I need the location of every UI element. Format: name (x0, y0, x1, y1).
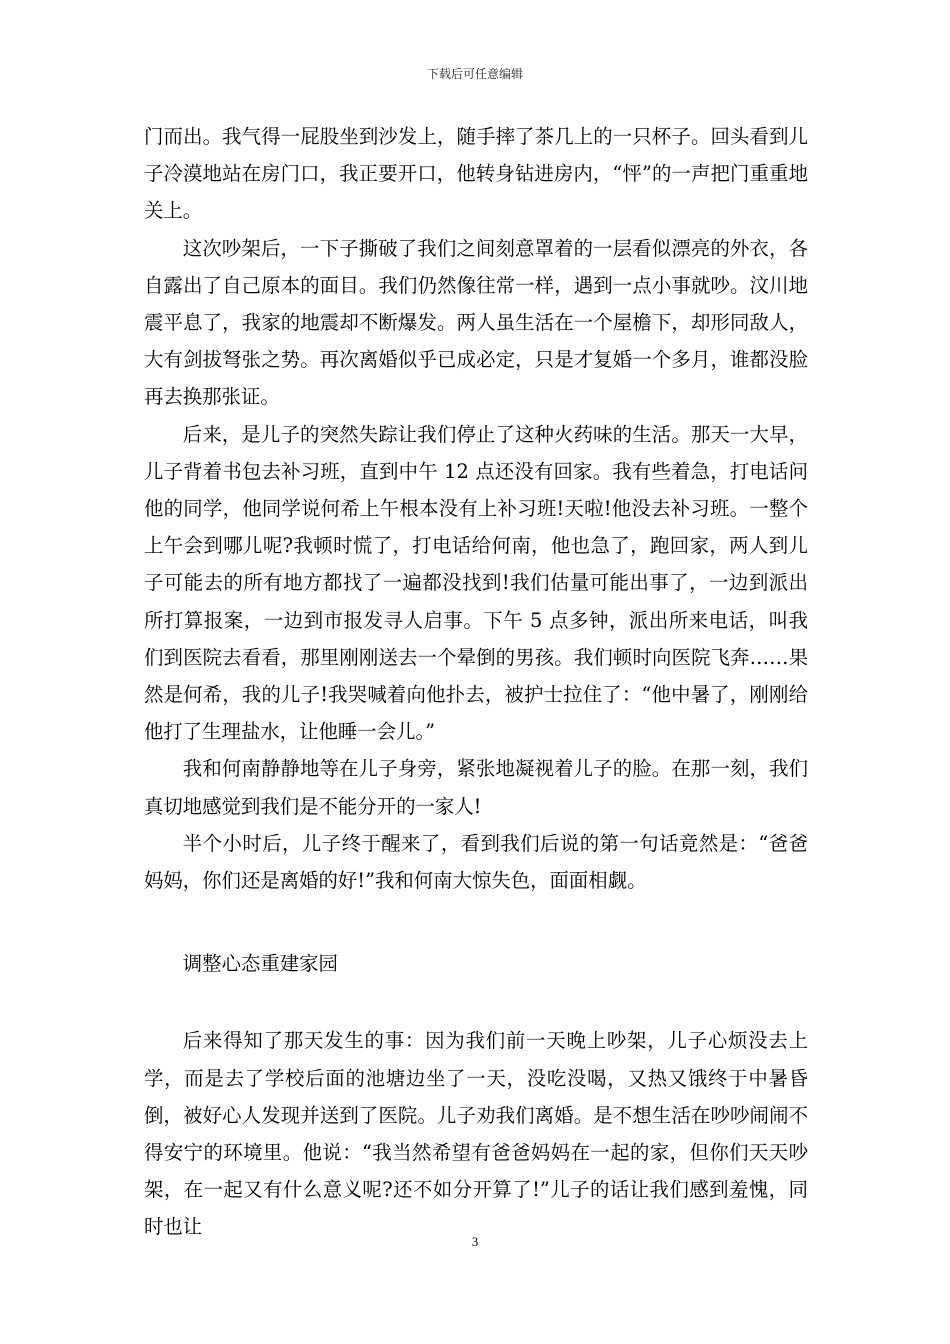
spacer (144, 899, 808, 945)
paragraph-2: 这次吵架后，一下子撕破了我们之间刻意罩着的一层看似漂亮的外衣，各自露出了自己原本的面目。我们仍然像往常一样，遇到一点小事就吵。汶川地震平息了，我家的地震却不断爆发。两人虽生活在一个屋檐下，却形同敌人，大有剑拔弩张之势。再次离婚似乎已成必定，只是才复婚一个多月，谁都没脸再去换那张证。 (144, 236, 808, 409)
page-number: 3 (471, 1234, 479, 1249)
spacer (144, 982, 808, 1022)
page-header: 下载后可任意编辑 (426, 67, 523, 81)
paragraph-4: 我和何南静静地等在儿子身旁，紧张地凝视着儿子的脸。在那一刻，我们真切地感觉到我们是不能分开的一家人! (144, 757, 808, 818)
paragraph-6: 后来得知了那天发生的事：因为我们前一天晚上吵架，儿子心烦没去上学，而是去了学校后面的池塘边坐了一天，没吃没喝，又热又饿终于中暑昏倒，被好心人发现并送到了医院。儿子劝我们离婚。是不想生活在吵吵闹闹不得安宁的环境里。他说：“我当然希望有爸爸妈妈在一起的家，但你们天天吵架，在一起又有什么意义呢?还不如分开算了!”儿子的话让我们感到羞愧，同时也让 (144, 1029, 808, 1239)
section-heading: 调整心态重建家园 (182, 952, 338, 976)
document-body (144, 118, 808, 1246)
paragraph-1: 门而出。我气得一屁股坐到沙发上，随手摔了茶几上的一只杯子。回头看到儿子冷漠地站在房门口，我正要开口，他转身钻进房内，“怦”的一声把门重重地关上。 (144, 125, 808, 223)
paragraph-3: 后来，是儿子的突然失踪让我们停止了这种火药味的生活。那天一大早，儿子背着书包去补习班，直到中午 12 点还没有回家。我有些着急，打电话问他的同学，他同学说何希上午根本没有上补习班!天啦!他没去补习班。一整个上午会到哪儿呢?我顿时慌了，打电话给何南，他也急了，跑回家，两人到儿子可能去的所有地方都找了一遍都没找到!我们估量可能出事了，一边到派出所打算报案，一边到市报发寻人启事。下午 5 点多钟，派出所来电话，叫我们到医院去看看，那里刚刚送去一个晕倒的男孩。我们顿时向医院飞奔……果然是何希，我的儿子!我哭喊着向他扑去，被护士拉住了：“他中暑了，刚刚给他打了生理盐水，让他睡一会儿。” (144, 422, 808, 744)
paragraph-5: 半个小时后，儿子终于醒来了，看到我们后说的第一句话竟然是：“爸爸妈妈，你们还是离婚的好!”我和何南大惊失色，面面相觑。 (144, 831, 808, 893)
